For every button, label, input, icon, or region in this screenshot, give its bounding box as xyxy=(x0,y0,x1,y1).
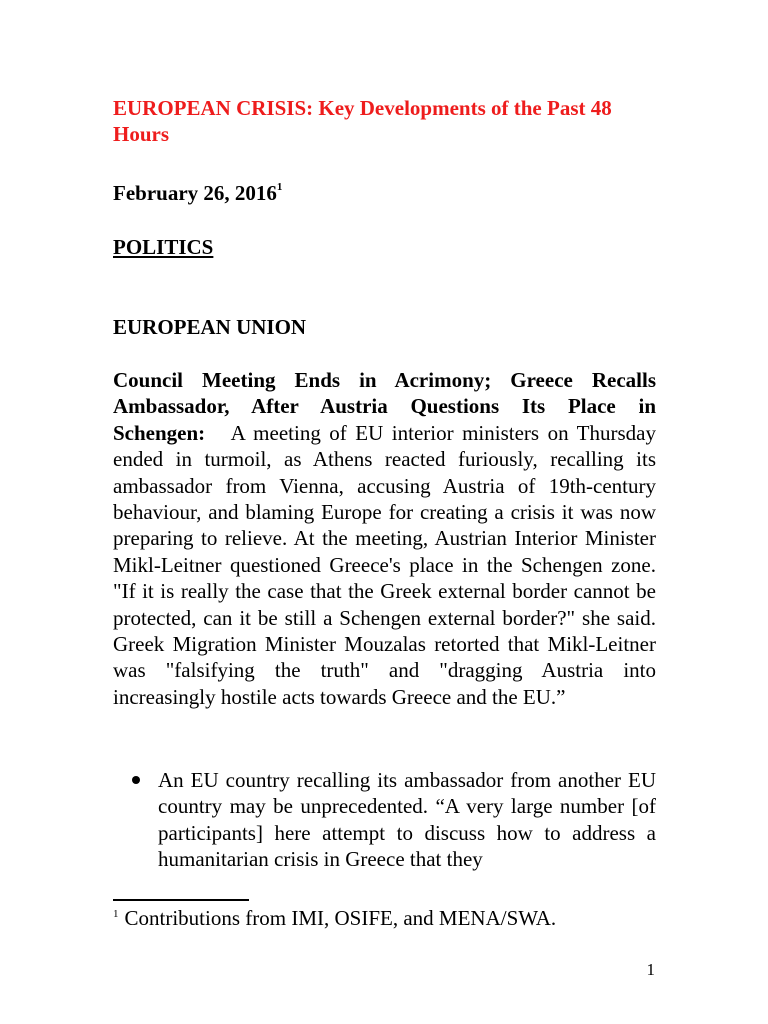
footnote-separator xyxy=(113,899,249,901)
date-text: February 26, 2016 xyxy=(113,181,277,205)
list-item xyxy=(113,767,656,873)
footnote xyxy=(113,905,656,931)
article-paragraph xyxy=(113,367,656,710)
region-heading-european-union: EUROPEAN UNION xyxy=(113,315,307,339)
bullet-icon xyxy=(132,776,140,784)
section-heading-politics: POLITICS xyxy=(113,235,214,259)
date-footnote-ref[interactable]: 1 xyxy=(276,181,283,193)
article-headline: Council Meeting Ends in Acrimony; Greece Recalls Ambassador, After Austria Questions Its Place in Schengen: xyxy=(113,368,656,445)
footnote-text: Contributions from IMI, OSIFE, and MENA/SWA. xyxy=(124,906,557,930)
document-title: EUROPEAN CRISIS: Key Developments of the Past 48 Hours xyxy=(113,96,612,146)
bullet-list xyxy=(113,767,656,873)
page-number: 1 xyxy=(646,960,655,979)
document-date xyxy=(113,180,282,206)
article-body: A meeting of EU interior ministers on Thursday ended in turmoil, as Athens reacted furiously, recalling its ambassador from Vienna, accusing Austria of 19th-century behaviour, and blaming Europe for creating a crisis it was now preparing to relieve. At the meeting, Austrian Interior Minister Mikl-Leitner questioned Greece's place in the Schengen zone. "If it is really the case that the Greek external border cannot be protected, can it be still a Schengen external border?" she said. Greek Migration Minister Mouzalas retorted that Mikl-Leitner was "falsifying the truth" and "dragging Austria into increasingly hostile acts towards Greece and the EU.” xyxy=(113,420,656,709)
footnote-marker: 1 xyxy=(113,908,119,920)
bullet-text: An EU country recalling its ambassador from another EU country may be unprecedented. “A very large number [of participants] here attempt to discuss how to address a humanitarian crisis in Greece that they xyxy=(158,768,656,872)
